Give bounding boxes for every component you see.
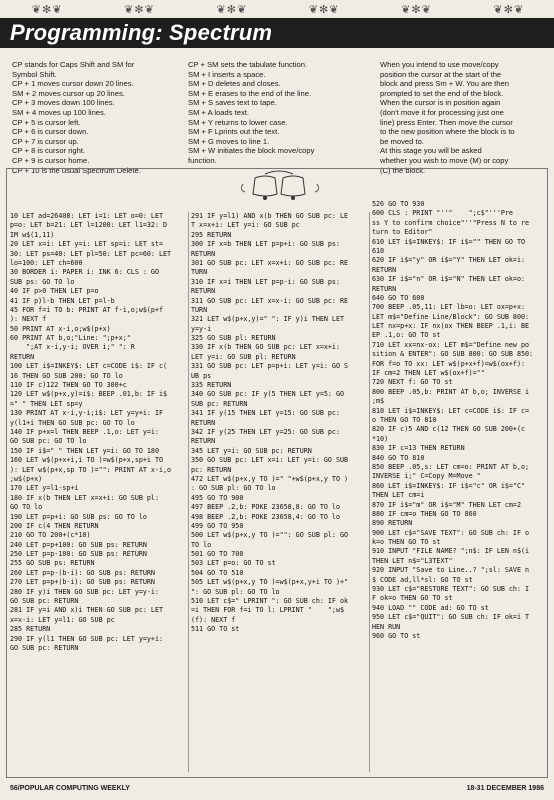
code-line: 495 GO TO 900 — [191, 493, 244, 502]
intro-line: CP + 5 is cursor left. — [12, 117, 81, 127]
code-line: 342 IF y(25 THEN LET y=25: GO SUB pc: — [191, 427, 340, 436]
code-line: RETURN — [372, 265, 397, 274]
code-line: x=x-i: LET y=l1: GO SUB pc — [10, 615, 115, 624]
code-line: 940 LOAD "" CODE ad: GO TO st — [372, 603, 489, 612]
code-line: LET y=i: GO SUB pl: RETURN — [191, 352, 296, 361]
code-line: 301 GO SUB pc: LET x=x+i: GO SUB pc: RE — [191, 258, 349, 267]
code-line: 820 IF c)5 AND c(12 THEN GO SUB 200+(c — [372, 425, 525, 434]
intro-line: At this stage you will be asked — [380, 146, 482, 156]
code-line: 920 INPUT "Save to Line..? ";sl: SAVE n — [372, 566, 530, 575]
code-line: 499 GO TO 950 — [191, 521, 244, 530]
code-column-3 — [372, 200, 544, 772]
code-line: 130 PRINT AT x-i,y-i;i$: LET y=y+i: IF — [10, 409, 163, 418]
code-line: 335 RETURN — [191, 381, 232, 390]
intro-line: CP + 10 is the usual Spectrum Delete. — [12, 165, 141, 175]
code-line: HEN RUN — [372, 622, 401, 631]
intro-keys-column-1 — [12, 60, 177, 175]
code-line: 30: LET ps=40: LET pl=50: LET pc=60: LET — [10, 249, 172, 258]
code-line: 860 LET i$=INKEY$: IF i$="c" OR i$="C" — [372, 481, 525, 490]
intro-line: whether you wish to move (M) or copy — [380, 155, 509, 165]
code-line: ss Y to confirm choice"''"Press N to re — [372, 218, 530, 227]
column-divider — [188, 212, 189, 772]
intro-line: CP + 8 is cursor right. — [12, 146, 86, 156]
code-line: GO SUB pc: RETURN — [10, 597, 79, 606]
code-line: 150 IF i$=" " THEN LET y=i: GO TO 180 — [10, 446, 159, 455]
code-line: RETURN — [191, 437, 216, 446]
code-line: 500 LET w$(p+x,y TO )="": GO SUB pl: GO — [191, 531, 349, 540]
code-line: 240 LET p=p+100: GO SUB ps: RETURN — [10, 540, 147, 549]
intro-line: (don't move it for processing just one — [380, 107, 504, 117]
code-line: 501 GO TO 700 — [191, 550, 244, 559]
code-line: 890 RETURN — [372, 519, 413, 528]
code-line: 526 GO TO 930 — [372, 200, 425, 208]
intro-line: be moved to. — [380, 136, 424, 146]
code-line: y=y-i — [191, 324, 212, 333]
code-line: 120 LET w$(p+x,y)=i$: BEEP .01,b: IF i$ — [10, 390, 168, 399]
code-line: ;m$ — [372, 397, 385, 406]
code-line: THEN LET cm=i — [372, 491, 425, 500]
code-line: RETURN — [372, 284, 397, 293]
holly-icon: ❦ ✻ ❦ — [308, 3, 338, 16]
code-line: 610 LET i$=INKEY$: IF i$="" THEN GO TO — [372, 237, 525, 246]
code-line: 321 LET w$(p+x,y)=" ": IF y)i THEN LET — [191, 315, 344, 324]
page-title: Programming: Spectrum — [10, 20, 273, 45]
christmas-bells-icon — [235, 170, 325, 210]
code-line: RETURN — [10, 352, 35, 361]
code-line: 250 LET p=p-100: GO SUB ps: RETURN — [10, 550, 147, 559]
code-line: 340 GO SUB pc: IF y(5 THEN LET y=5: GO — [191, 390, 344, 399]
code-line: 504 GO TO 510 — [191, 568, 244, 577]
code-line: 210 GO TO 200+(c*10) — [10, 531, 91, 540]
code-line: 285 RETURN — [10, 625, 51, 634]
code-line: 503 LET p=o: GO TO st — [191, 559, 276, 568]
code-line: 310 IF x=i THEN LET p=p-i: GO SUB ps: — [191, 277, 340, 286]
code-line: 10 LET ad=26408: LET i=1: LET o=0: LET — [10, 212, 163, 220]
intro-line: block and press Sm + W. You are then — [380, 79, 509, 89]
intro-line: SM + F Lprints out the text. — [188, 127, 280, 137]
code-line: sition & ENTER": GO SUB 800: GO SUB 850: — [372, 350, 534, 359]
code-line: 640 GO TO 600 — [372, 293, 425, 302]
code-line: 505 LET w$(p+x,y TO )=w$(p+x,y+i TO )+" — [191, 578, 349, 587]
code-line: 600 CLS : PRINT "''" ";c$"'''Pre — [372, 209, 513, 218]
code-line: 50 PRINT AT x-i,o;w$(p+x) — [10, 324, 111, 333]
intro-keys-column-2 — [188, 60, 363, 166]
code-line: TURN — [191, 305, 208, 314]
code-line: 200 IF c(4 THEN RETURN — [10, 521, 99, 530]
code-line: 630 IF i$="n" OR i$="N" THEN LET ok=o: — [372, 275, 525, 284]
code-line: =i THEN FOR f=i TO l: LPRINT " ";w$ — [191, 606, 344, 615]
intro-line: CP + 3 moves down 100 lines. — [12, 98, 115, 108]
code-line: 30 BORDER i: PAPER i: INK 6: CLS : GO — [10, 268, 159, 277]
code-line: GO SUB pc: RETURN — [10, 643, 79, 652]
code-line: RETURN — [191, 418, 216, 427]
code-line: 350 GO SUB pc: LET x=i: LET y=i: GO SUB — [191, 456, 349, 465]
code-line: 720 NEXT f: GO TO st — [372, 378, 453, 387]
intro-line: SM + S saves text to tape. — [188, 98, 277, 108]
code-line: 170 LET y=l1-sp+i — [10, 484, 79, 493]
title-banner — [0, 18, 554, 48]
intro-line: (C) the block. — [380, 165, 426, 175]
code-line: 16 THEN GO SUB 200: GO TO lo — [10, 371, 123, 380]
intro-line: prompted to set the end of the block. — [380, 88, 504, 98]
code-line: 341 IF y(15 THEN LET y=15: GO SUB pc: — [191, 409, 340, 418]
code-column-1 — [10, 212, 186, 772]
code-line: 160 LET w$(p+x+i,i TO )=w$(p+x,sp+i TO — [10, 456, 163, 465]
code-line: IM w$(1,11) — [10, 230, 55, 239]
code-line: 610 — [372, 246, 385, 255]
intro-line: SM + I inserts a space. — [188, 69, 266, 79]
intro-line: When you intend to use move/copy — [380, 60, 499, 69]
code-line: *10) — [372, 434, 389, 443]
code-line: 510 LET c$=" LPRINT ": GO SUB ch: IF ok — [191, 597, 349, 606]
code-line: TURN — [191, 268, 208, 277]
code-line: FOR f=o TO xx: LET w$(p+x+f)=w$(ox+f): — [372, 359, 525, 368]
intro-line: function. — [188, 155, 217, 165]
code-line: 311 GO SUB pc: LET x=x-i: GO SUB pc: RE — [191, 296, 349, 305]
intro-line: position the cursor at the start of the — [380, 69, 502, 79]
holly-icon: ❦ ✻ ❦ — [31, 3, 61, 16]
code-line: SUB ps: GO TO lo — [10, 277, 75, 286]
code-column-2 — [191, 212, 367, 772]
footer-date: 18-31 DECEMBER 1986 — [466, 785, 544, 792]
code-line: 497 BEEP .2,b: POKE 23658,8: GO TO lo — [191, 503, 340, 512]
holly-icon: ❦ ✻ ❦ — [401, 3, 430, 16]
code-line: 511 GO TO st — [191, 625, 240, 634]
intro-line: Symbol Shift. — [12, 69, 57, 79]
code-line: 910 INPUT "FILE NAME? ";n$: IF LEN n$(i — [372, 547, 530, 556]
code-line: RETURN — [191, 249, 216, 258]
holly-icon: ❦ ✻ ❦ — [493, 3, 523, 16]
code-line: 930 LET c$="RESTORE TEXT": GO SUB ch: I — [372, 585, 530, 594]
code-line: IF cm=2 THEN LET w$(ox+f)="" — [372, 369, 485, 378]
code-line: 950 LET c$="QUIT": GO SUB ch: IF ok=i T — [372, 613, 530, 622]
code-line: 100 LET i$=INKEY$: LET c=CODE i$: IF c( — [10, 362, 168, 371]
code-line: UB ps — [191, 371, 212, 380]
code-line: 291 IF y=l1) AND x(b THEN GO SUB pc: LE — [191, 212, 349, 220]
code-line: 472 LET w$(p+x,y TO )=" "+w$(p+x,y TO ) — [191, 474, 349, 483]
intro-line: SM + 4 moves up 100 lines. — [12, 107, 106, 117]
code-line: T x=x+i: LET y=i: GO SUB pc — [191, 221, 300, 230]
intro-line: CP + 9 is cursor home. — [12, 155, 90, 165]
code-line: INVERSE i;" C=Copy M=Move " — [372, 472, 481, 481]
intro-line: SM + D deletes and closes. — [188, 79, 281, 89]
code-line: 190 LET p=p+i: GO SUB ps: GO TO lo — [10, 512, 147, 521]
code-line: =" " THEN LET sp=y — [10, 399, 83, 408]
code-line: : GO SUB pl: GO TO lo — [191, 484, 276, 493]
code-line: 830 IF c=13 THEN RETURN — [372, 444, 465, 453]
code-line: 280 IF y)i THEN GO SUB pc: LET y=y-i: — [10, 587, 159, 596]
code-line: 710 LET xx=nx-ox: LET m$="Define new po — [372, 340, 530, 349]
code-line: 870 IF i$="m" OR i$="M" THEN LET cm=2 — [372, 500, 521, 509]
holly-icon: ❦ ✻ ❦ — [124, 3, 153, 16]
footer-publication: 56/POPULAR COMPUTING WEEKLY — [10, 785, 130, 792]
code-line: 325 GO SUB pl: RETURN — [191, 334, 276, 343]
code-line: RETURN — [191, 287, 216, 296]
intro-line: SM + Y returns to lower case. — [188, 117, 288, 127]
intro-instructions-column — [380, 60, 548, 175]
code-line: THEN LET n$="L3TEXT" — [372, 556, 453, 565]
intro-line: When the cursor is in position again — [380, 98, 501, 108]
code-line: 290 IF y(l1 THEN GO SUB pc: LET y=y+i: — [10, 634, 163, 643]
code-line: 140 IF p+x=l THEN BEEP .1,o: LET y=i: — [10, 427, 159, 436]
column-divider — [369, 212, 370, 772]
intro-line: line) press Enter. Then move the cursor — [380, 117, 513, 127]
code-line: ): LET w$(p+x,sp TO )="": PRINT AT x-i,o — [10, 465, 172, 474]
intro-line: CP + 1 moves cursor down 20 lines. — [12, 79, 134, 89]
code-line: 330 IF x(b THEN GO SUB pc: LET x=x+i: — [191, 343, 340, 352]
code-line: turn to Editor" — [372, 228, 433, 237]
code-line: ;w$(p+x) — [10, 474, 43, 483]
code-line: 810 LET i$=INKEY$: LET c=CODE i$: IF c= — [372, 406, 530, 415]
code-line: 331 GO SUB pc: LET p=p+i: LET y=i: GO S — [191, 362, 349, 371]
code-line: 41 IF p)l-b THEN LET p=l-b — [10, 296, 115, 305]
code-line: GO TO lo — [10, 503, 43, 512]
code-line: 960 GO TO st — [372, 631, 421, 640]
code-line: F ok=o THEN GO TO st — [372, 594, 453, 603]
code-line: LET nx=p+x: IF nx(ox THEN BEEP .1,i: BE — [372, 322, 530, 331]
intro-line: CP + 6 is cursor down. — [12, 127, 89, 137]
code-line: SUB pc: RETURN — [191, 399, 248, 408]
code-line: 345 LET y=i: GO SUB pc: RETURN — [191, 446, 312, 455]
code-line: ";AT x-i,y-i; OVER i;" ": R — [10, 343, 135, 352]
intro-line: CP + SM sets the tabulate function. — [188, 60, 308, 69]
code-line: ": GO SUB pl: GO TO lo — [191, 587, 280, 596]
intro-line: SM + E erases to the end of the line. — [188, 88, 312, 98]
code-line: 260 LET p=p-(b-i): GO SUB ps: RETURN — [10, 568, 155, 577]
intro-line: SM + A loads text. — [188, 107, 249, 117]
holly-icon: ❦ ✻ ❦ — [216, 3, 246, 16]
code-line: lo=100: LET ch=600 — [10, 258, 83, 267]
code-line: 180 IF x(b THEN LET x=x+i: GO SUB pl: — [10, 493, 159, 502]
intro-line: CP + 7 is cursor up. — [12, 136, 79, 146]
intro-line: CP stands for Caps Shift and SM for — [12, 60, 135, 69]
intro-line: to the new position where the block is to — [380, 127, 515, 137]
code-line: 281 IF y=i AND x)i THEN GO SUB pc: LET — [10, 606, 163, 615]
code-line: k=o THEN GO TO st — [372, 538, 441, 547]
holly-border-top — [0, 0, 554, 18]
intro-line: SM + 2 moves cursor up 20 lines. — [12, 88, 125, 98]
code-line: LET m$="Define Line/Block": GO SUB 800: — [372, 312, 530, 321]
code-line: GO SUB pc: GO TO lo — [10, 437, 87, 446]
code-line: 700 BEEP .05,11: LET lb=o: LET ox=p+x: — [372, 303, 525, 312]
code-line: 255 GO SUB ps: RETURN — [10, 559, 95, 568]
code-line: 800 BEEP .05,b: PRINT AT b,o; INVERSE i — [372, 387, 530, 396]
code-line: 110 IF c)122 THEN GO TO 300+c — [10, 381, 127, 390]
code-line: o THEN GO TO 810 — [372, 415, 437, 424]
code-line: y(l1+i THEN GO SUB pc: GO TO lo — [10, 418, 135, 427]
code-line: 60 PRINT AT b,o;"Line: ";p+x;" — [10, 334, 131, 343]
code-line: ): NEXT f — [10, 315, 47, 324]
intro-line: SM + W initiates the block move/copy — [188, 146, 315, 156]
code-line: 498 BEEP .2,b: POKE 23658,4: GO TO lo — [191, 512, 340, 521]
code-line: 620 IF i$="y" OR i$="Y" THEN LET ok=i: — [372, 256, 525, 265]
code-line: 270 LET p=p+(b-i): GO SUB ps: RETURN — [10, 578, 155, 587]
intro-line: SM + G moves to line 1. — [188, 136, 270, 146]
code-line: 40 IF p>0 THEN LET p=o — [10, 287, 99, 296]
code-line: 300 IF x=b THEN LET p=p+i: GO SUB ps: — [191, 240, 340, 249]
code-line: (f): NEXT f — [191, 615, 236, 624]
code-line: 45 FOR f=i TO b: PRINT AT f-i,o;w$(p+f — [10, 305, 163, 314]
code-line: EP .1,o: GO TO st — [372, 331, 441, 340]
code-line: pc: RETURN — [191, 465, 232, 474]
code-line: TO lo — [191, 540, 212, 549]
code-line: 850 BEEP .05,s: LET cm=o: PRINT AT b,o; — [372, 462, 530, 471]
code-line: 20 LET x=i: LET y=i: LET sp=i: LET st= — [10, 240, 163, 249]
code-line: 295 RETURN — [191, 230, 232, 239]
code-line: 880 IF cm=o THEN GO TO 860 — [372, 509, 477, 518]
code-line: 840 GO TO 810 — [372, 453, 425, 462]
code-line: p=o: LET b=21: LET l=1200: LET l1=32: D — [10, 221, 168, 230]
code-line: $ CODE ad,ll*sl: GO TO st — [372, 575, 473, 584]
code-line: 900 LET c$="SAVE TEXT": GO SUB ch: IF o — [372, 528, 530, 537]
